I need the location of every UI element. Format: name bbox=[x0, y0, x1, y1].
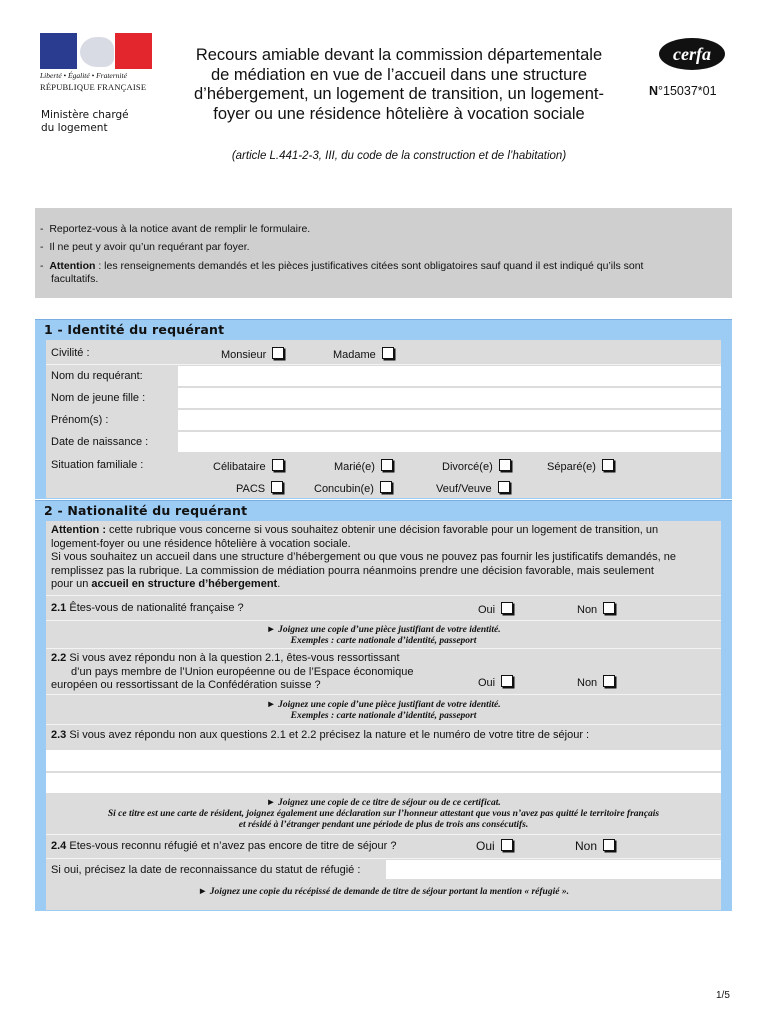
pacs-checkbox[interactable] bbox=[271, 481, 283, 493]
option-label: Veuf/Veuve bbox=[436, 483, 492, 495]
notice-line bbox=[40, 260, 643, 273]
attention-emphasis: accueil en structure d’hébergement bbox=[91, 578, 278, 590]
attention-line: Si vous souhaitez un accueil dans une structure d’hébergement ou que vous ne pouvez pas fournir les justificatifs demandés, ne bbox=[51, 551, 676, 563]
question-line bbox=[51, 652, 413, 666]
pacs-option[interactable] bbox=[236, 481, 283, 495]
q24-date-label: Si oui, précisez la date de reconnaissance du statut de réfugié : bbox=[51, 864, 361, 876]
note-line: ► Joignez une copie d’une pièce justifiant de votre identité. bbox=[266, 625, 501, 635]
section-1-body bbox=[35, 340, 732, 499]
q21-oui-checkbox[interactable] bbox=[501, 602, 513, 614]
question-line: européen ou ressortissant de la Confédération suisse ? bbox=[51, 679, 321, 691]
option-label: Monsieur bbox=[221, 349, 267, 361]
attention-line: remplissez pas la rubrique. La commission de médiation pourra néanmoins prendre une décision favorable, mais seulement bbox=[51, 564, 654, 577]
form-title bbox=[160, 46, 638, 124]
notice-line bbox=[40, 223, 310, 236]
notice-box bbox=[35, 208, 732, 298]
bullet-dash: - bbox=[40, 223, 44, 235]
nom-label: Nom du requérant: bbox=[51, 370, 143, 382]
q24-oui-checkbox[interactable] bbox=[501, 839, 513, 851]
celibataire-checkbox[interactable] bbox=[272, 459, 284, 471]
bullet-dash: - bbox=[40, 260, 44, 272]
q21-label bbox=[51, 602, 244, 614]
row-separator bbox=[46, 724, 721, 725]
cerfa-prefix: N bbox=[649, 84, 659, 98]
note-line: et résidé à l’étranger pendant une période de plus de trois ans consécutifs. bbox=[238, 820, 529, 830]
q22-non-option[interactable] bbox=[577, 675, 615, 689]
section-title: 2 - Nationalité du requérant bbox=[44, 503, 248, 518]
marie-option[interactable] bbox=[334, 459, 393, 473]
question-text: Si vous avez répondu non à la question 2.1, êtes-vous ressortissant bbox=[66, 652, 400, 664]
madame-option[interactable] bbox=[333, 347, 394, 361]
republic-motto: Liberté • Égalité • Fraternité bbox=[40, 71, 127, 80]
notice-text: Reportez-vous à la notice avant de remplir le formulaire. bbox=[49, 223, 311, 235]
jeune-fille-field[interactable] bbox=[178, 388, 721, 408]
notice-attention: Attention bbox=[49, 260, 96, 272]
title-line: de médiation en vue de l’accueil dans une structure bbox=[210, 65, 588, 84]
republic-name: RÉPUBLIQUE FRANÇAISE bbox=[40, 82, 147, 92]
option-label: Marié(e) bbox=[334, 461, 375, 473]
naissance-label: Date de naissance : bbox=[51, 436, 149, 448]
q22-note bbox=[46, 700, 721, 722]
question-number: 2.1 bbox=[51, 602, 67, 614]
q23-field-2[interactable] bbox=[46, 773, 721, 793]
option-label: Non bbox=[577, 604, 598, 616]
republique-francaise-logo bbox=[40, 33, 152, 95]
attention-text: . bbox=[277, 578, 281, 590]
question-number: 2.4 bbox=[51, 840, 67, 852]
title-line: Recours amiable devant la commission départementale bbox=[195, 46, 603, 64]
question-line: d’un pays membre de l’Union européenne ou de l’Espace économique bbox=[71, 665, 414, 678]
q21-note bbox=[46, 625, 721, 647]
monsieur-option[interactable] bbox=[221, 347, 284, 361]
row-separator bbox=[46, 834, 721, 835]
question-text: Êtes-vous de nationalité française ? bbox=[66, 602, 244, 614]
ministry-line: du logement bbox=[41, 122, 108, 134]
q24-oui-option[interactable] bbox=[476, 839, 513, 853]
q24-date-field[interactable] bbox=[386, 860, 721, 879]
notice-text: Il ne peut y avoir qu’un requérant par foyer. bbox=[49, 241, 250, 253]
celibataire-option[interactable] bbox=[213, 459, 284, 473]
cerfa-number bbox=[649, 84, 717, 98]
q21-non-checkbox[interactable] bbox=[603, 602, 615, 614]
option-label: Madame bbox=[333, 349, 376, 361]
marianne-icon bbox=[80, 37, 114, 67]
attention-line bbox=[51, 524, 716, 538]
attention-line: logement-foyer ou une résidence hôtelière à vocation sociale. bbox=[51, 537, 351, 550]
attention-line bbox=[51, 578, 716, 592]
section-2-header bbox=[35, 500, 732, 521]
note-line: Exemples : carte nationale d’identité, passeport bbox=[290, 636, 477, 646]
q24-note: ► Joignez une copie du récépissé de demande de titre de séjour portant la mention « réfugié ». bbox=[198, 887, 569, 897]
ministry-name bbox=[41, 109, 129, 135]
divorce-checkbox[interactable] bbox=[499, 459, 511, 471]
row-separator bbox=[46, 858, 721, 859]
option-label: Non bbox=[577, 677, 598, 689]
attention-label: Attention : bbox=[51, 524, 106, 536]
note-line: ► Joignez une copie de ce titre de séjour ou de ce certificat. bbox=[266, 798, 501, 808]
notice-line bbox=[40, 241, 250, 254]
row-separator bbox=[46, 620, 721, 621]
question-number: 2.3 bbox=[51, 729, 67, 741]
page-number: 1/5 bbox=[716, 990, 730, 1001]
question-text: Si vous avez répondu non aux questions 2.1 et 2.2 précisez la nature et le numéro de votre titre de séjour : bbox=[66, 729, 590, 741]
q23-note bbox=[46, 798, 721, 831]
title-line: foyer ou une résidence hôtelière à vocation sociale bbox=[213, 104, 585, 123]
row-separator bbox=[46, 648, 721, 649]
civilite-label: Civilité : bbox=[51, 347, 90, 359]
concubin-checkbox[interactable] bbox=[380, 481, 392, 493]
notice-text: facultatifs. bbox=[51, 273, 99, 285]
prenom-field[interactable] bbox=[178, 410, 721, 430]
madame-checkbox[interactable] bbox=[382, 347, 394, 359]
prenom-label: Prénom(s) : bbox=[51, 414, 109, 426]
option-label: Concubin(e) bbox=[314, 483, 374, 495]
veuf-checkbox[interactable] bbox=[498, 481, 510, 493]
note-line: Si ce titre est une carte de résident, joignez également une déclaration sur l’honneur attestant que vous n’avez pas quitté le territoire français bbox=[107, 809, 660, 819]
note-line: Exemples : carte nationale d’identité, passeport bbox=[290, 711, 477, 721]
section-1-header bbox=[35, 319, 732, 340]
row-separator bbox=[46, 595, 721, 596]
option-label: Oui bbox=[476, 839, 495, 853]
option-label: Non bbox=[575, 839, 598, 853]
concubin-option[interactable] bbox=[314, 481, 392, 495]
cerfa-number-value: °15037*01 bbox=[658, 84, 717, 98]
q24-non-option[interactable] bbox=[575, 839, 615, 853]
situation-label: Situation familiale : bbox=[51, 459, 144, 471]
q22-oui-checkbox[interactable] bbox=[501, 675, 513, 687]
flag-blue-band bbox=[40, 33, 77, 69]
marie-checkbox[interactable] bbox=[381, 459, 393, 471]
naissance-field[interactable] bbox=[178, 432, 721, 452]
row-separator bbox=[46, 694, 721, 695]
notice-text: : les renseignements demandés et les pièces justificatives citées sont obligatoires sauf quand il est indiqué qu’ils sont bbox=[95, 260, 644, 272]
question-number: 2.2 bbox=[51, 652, 67, 664]
legal-reference: (article L.441-2-3, III, du code de la construction et de l’habitation) bbox=[231, 150, 567, 162]
row-separator bbox=[46, 364, 721, 365]
ministry-line: Ministère chargé bbox=[41, 109, 129, 121]
option-label: PACS bbox=[236, 483, 266, 495]
q21-non-option[interactable] bbox=[577, 602, 615, 616]
title-line: d’hébergement, un logement de transition, un logement- bbox=[193, 85, 604, 103]
question-text: Etes-vous reconnu réfugié et n’avez pas encore de titre de séjour ? bbox=[66, 840, 397, 852]
option-label: Séparé(e) bbox=[547, 461, 596, 473]
separe-option[interactable] bbox=[547, 459, 614, 473]
option-label: Oui bbox=[478, 677, 496, 689]
q22-non-checkbox[interactable] bbox=[603, 675, 615, 687]
q24-non-checkbox[interactable] bbox=[603, 839, 615, 851]
attention-text: pour un bbox=[51, 578, 92, 590]
veuf-option[interactable] bbox=[436, 481, 510, 495]
monsieur-checkbox[interactable] bbox=[272, 347, 284, 359]
option-label: Oui bbox=[478, 604, 496, 616]
q21-oui-option[interactable] bbox=[478, 602, 513, 616]
q23-label bbox=[51, 729, 589, 741]
bullet-dash: - bbox=[40, 241, 44, 253]
divorce-option[interactable] bbox=[442, 459, 511, 473]
note-line: ► Joignez une copie d’une pièce justifiant de votre identité. bbox=[266, 700, 501, 710]
q24-label bbox=[51, 840, 397, 852]
q22-oui-option[interactable] bbox=[478, 675, 513, 689]
attention-text: cette rubrique vous concerne si vous souhaitez obtenir une décision favorable pour un logement de transition, un bbox=[105, 524, 659, 536]
flag-red-band bbox=[115, 33, 152, 69]
separe-checkbox[interactable] bbox=[602, 459, 614, 471]
section-2-body bbox=[35, 521, 732, 911]
option-label: Célibataire bbox=[213, 461, 266, 473]
nom-field[interactable] bbox=[178, 366, 721, 386]
attention-paragraph bbox=[51, 524, 716, 592]
q23-field-1[interactable] bbox=[46, 750, 721, 771]
section-title: 1 - Identité du requérant bbox=[44, 322, 225, 337]
option-label: Divorcé(e) bbox=[442, 461, 493, 473]
cerfa-logo: cerfa bbox=[659, 38, 725, 70]
q22-label bbox=[51, 652, 413, 693]
jeune-fille-label: Nom de jeune fille : bbox=[51, 392, 146, 404]
